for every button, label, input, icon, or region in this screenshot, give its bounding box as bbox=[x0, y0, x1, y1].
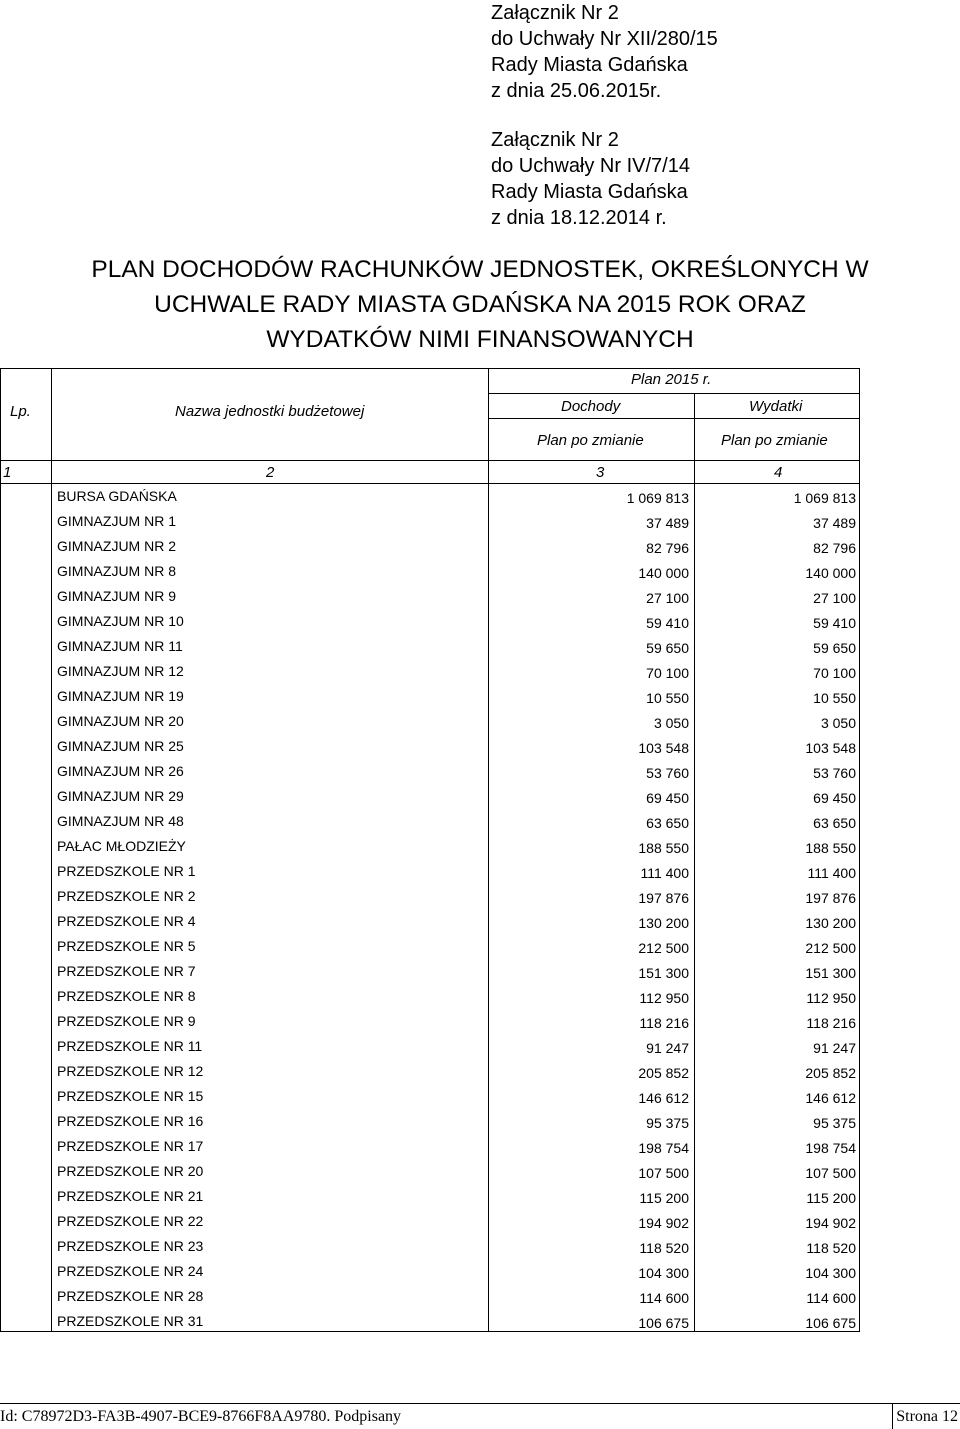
income-value: 111 400 bbox=[640, 865, 689, 881]
income-value: 37 489 bbox=[646, 515, 689, 531]
unit-name: PRZEDSZKOLE NR 2 bbox=[57, 888, 196, 904]
expenses-value: 115 200 bbox=[806, 1190, 856, 1206]
expenses-value: 37 489 bbox=[813, 515, 856, 531]
table-row bbox=[0, 609, 960, 634]
unit-name: PAŁAC MŁODZIEŻY bbox=[57, 838, 186, 854]
header-divider bbox=[0, 460, 860, 461]
table-row bbox=[0, 1084, 960, 1109]
expenses-value: 27 100 bbox=[813, 590, 856, 606]
income-value: 107 500 bbox=[638, 1165, 689, 1181]
income-value: 205 852 bbox=[638, 1065, 689, 1081]
income-value: 212 500 bbox=[638, 940, 689, 956]
header-expenses-sub: Plan po zmianie bbox=[721, 432, 828, 449]
unit-name: GIMNAZJUM NR 1 bbox=[57, 513, 176, 529]
income-value: 70 100 bbox=[646, 665, 689, 681]
income-value: 106 675 bbox=[638, 1315, 689, 1331]
expenses-value: 151 300 bbox=[805, 965, 856, 981]
col-number-3: 3 bbox=[596, 464, 605, 481]
expenses-value: 82 796 bbox=[813, 540, 856, 556]
unit-name: PRZEDSZKOLE NR 28 bbox=[57, 1288, 204, 1304]
income-value: 188 550 bbox=[638, 840, 689, 856]
table-row bbox=[0, 934, 960, 959]
annex-current-block bbox=[491, 0, 718, 104]
expenses-value: 194 902 bbox=[805, 1215, 856, 1231]
unit-name: PRZEDSZKOLE NR 16 bbox=[57, 1113, 204, 1129]
expenses-value: 59 650 bbox=[813, 640, 856, 656]
expenses-value: 114 600 bbox=[806, 1290, 856, 1306]
income-value: 63 650 bbox=[646, 815, 689, 831]
table-row bbox=[0, 1159, 960, 1184]
unit-name: GIMNAZJUM NR 25 bbox=[57, 738, 184, 754]
income-value: 104 300 bbox=[638, 1265, 689, 1281]
expenses-value: 69 450 bbox=[813, 790, 856, 806]
expenses-value: 205 852 bbox=[805, 1065, 856, 1081]
table-row bbox=[0, 1284, 960, 1309]
unit-name: GIMNAZJUM NR 48 bbox=[57, 813, 184, 829]
expenses-value: 63 650 bbox=[813, 815, 856, 831]
expenses-value: 118 216 bbox=[806, 1015, 856, 1031]
table-row bbox=[0, 1059, 960, 1084]
annex-current-line: do Uchwały Nr XII/280/15 bbox=[491, 28, 718, 50]
expenses-value: 103 548 bbox=[805, 740, 856, 756]
table-row bbox=[0, 1009, 960, 1034]
expenses-value: 146 612 bbox=[805, 1090, 856, 1106]
unit-name: GIMNAZJUM NR 8 bbox=[57, 563, 176, 579]
title-line: UCHWALE RADY MIASTA GDAŃSKA NA 2015 ROK ORAZ bbox=[154, 291, 806, 318]
unit-name: PRZEDSZKOLE NR 23 bbox=[57, 1238, 204, 1254]
expenses-value: 91 247 bbox=[813, 1040, 856, 1056]
table-row bbox=[0, 1234, 960, 1259]
income-value: 10 550 bbox=[646, 690, 689, 706]
income-value: 59 650 bbox=[646, 640, 689, 656]
header-plan: Plan 2015 r. bbox=[631, 371, 712, 388]
income-value: 198 754 bbox=[638, 1140, 689, 1156]
annex-current-line: z dnia 25.06.2015r. bbox=[491, 80, 662, 102]
income-value: 82 796 bbox=[646, 540, 689, 556]
table-row bbox=[0, 859, 960, 884]
income-value: 114 600 bbox=[639, 1290, 689, 1306]
table-row bbox=[0, 734, 960, 759]
footer bbox=[0, 1403, 960, 1429]
income-value: 27 100 bbox=[646, 590, 689, 606]
col-number-4: 4 bbox=[774, 464, 783, 481]
unit-name: PRZEDSZKOLE NR 17 bbox=[57, 1138, 204, 1154]
income-value: 140 000 bbox=[638, 565, 689, 581]
header-expenses: Wydatki bbox=[749, 398, 803, 415]
unit-name: GIMNAZJUM NR 19 bbox=[57, 688, 184, 704]
unit-name: PRZEDSZKOLE NR 5 bbox=[57, 938, 196, 954]
expenses-value: 118 520 bbox=[806, 1240, 856, 1256]
unit-name: PRZEDSZKOLE NR 1 bbox=[57, 863, 196, 879]
document-title bbox=[0, 252, 960, 357]
table-row bbox=[0, 884, 960, 909]
table-row bbox=[0, 684, 960, 709]
unit-name: BURSA GDAŃSKA bbox=[57, 488, 177, 504]
expenses-value: 107 500 bbox=[805, 1165, 856, 1181]
expenses-value: 197 876 bbox=[805, 890, 856, 906]
income-value: 118 216 bbox=[639, 1015, 689, 1031]
table-row bbox=[0, 1309, 960, 1334]
unit-name: PRZEDSZKOLE NR 20 bbox=[57, 1163, 204, 1179]
table-row bbox=[0, 1259, 960, 1284]
table-row bbox=[0, 909, 960, 934]
expenses-value: 212 500 bbox=[805, 940, 856, 956]
table-row bbox=[0, 659, 960, 684]
expenses-value: 198 754 bbox=[805, 1140, 856, 1156]
unit-name: GIMNAZJUM NR 26 bbox=[57, 763, 184, 779]
unit-name: PRZEDSZKOLE NR 8 bbox=[57, 988, 196, 1004]
unit-name: PRZEDSZKOLE NR 12 bbox=[57, 1063, 204, 1079]
unit-name: PRZEDSZKOLE NR 15 bbox=[57, 1088, 204, 1104]
table-row bbox=[0, 1134, 960, 1159]
header-lp: Lp. bbox=[10, 403, 31, 420]
income-value: 118 520 bbox=[639, 1240, 689, 1256]
income-value: 103 548 bbox=[638, 740, 689, 756]
unit-name: GIMNAZJUM NR 12 bbox=[57, 663, 184, 679]
table-row bbox=[0, 484, 960, 509]
table-row bbox=[0, 1034, 960, 1059]
unit-name: PRZEDSZKOLE NR 22 bbox=[57, 1213, 204, 1229]
annex-previous-line: Rady Miasta Gdańska bbox=[491, 181, 688, 203]
expenses-value: 112 950 bbox=[806, 990, 856, 1006]
income-value: 53 760 bbox=[646, 765, 689, 781]
header-divider bbox=[488, 418, 860, 419]
page-number: Strona 12 bbox=[896, 1408, 958, 1425]
income-value: 194 902 bbox=[638, 1215, 689, 1231]
annex-current-line: Załącznik Nr 2 bbox=[491, 2, 619, 24]
unit-name: GIMNAZJUM NR 11 bbox=[57, 638, 183, 654]
expenses-value: 59 410 bbox=[813, 615, 856, 631]
header-income-sub: Plan po zmianie bbox=[537, 432, 644, 449]
table-row bbox=[0, 959, 960, 984]
unit-name: PRZEDSZKOLE NR 21 bbox=[57, 1188, 204, 1204]
unit-name: GIMNAZJUM NR 20 bbox=[57, 713, 184, 729]
income-value: 151 300 bbox=[638, 965, 689, 981]
expenses-value: 130 200 bbox=[805, 915, 856, 931]
expenses-value: 1 069 813 bbox=[793, 490, 856, 506]
unit-name: PRZEDSZKOLE NR 24 bbox=[57, 1263, 204, 1279]
table-row bbox=[0, 809, 960, 834]
income-value: 112 950 bbox=[639, 990, 689, 1006]
income-value: 69 450 bbox=[646, 790, 689, 806]
table-row bbox=[0, 709, 960, 734]
income-value: 115 200 bbox=[639, 1190, 689, 1206]
unit-name: PRZEDSZKOLE NR 4 bbox=[57, 913, 196, 929]
income-value: 3 050 bbox=[653, 715, 689, 731]
unit-name: PRZEDSZKOLE NR 31 bbox=[57, 1313, 204, 1329]
table-row bbox=[0, 1209, 960, 1234]
expenses-value: 10 550 bbox=[813, 690, 856, 706]
expenses-value: 140 000 bbox=[805, 565, 856, 581]
table-row bbox=[0, 984, 960, 1009]
unit-name: GIMNAZJUM NR 9 bbox=[57, 588, 176, 604]
document-id: Id: C78972D3-FA3B-4907-BCE9-8766F8AA9780. Podpisany bbox=[0, 1408, 402, 1425]
expenses-value: 3 050 bbox=[820, 715, 856, 731]
annex-previous-line: do Uchwały Nr IV/7/14 bbox=[491, 155, 690, 177]
title-line: WYDATKÓW NIMI FINANSOWANYCH bbox=[266, 326, 694, 353]
income-value: 146 612 bbox=[638, 1090, 689, 1106]
header-income: Dochody bbox=[561, 398, 621, 415]
unit-name: GIMNAZJUM NR 10 bbox=[57, 613, 184, 629]
unit-name: PRZEDSZKOLE NR 9 bbox=[57, 1013, 196, 1029]
income-value: 130 200 bbox=[638, 915, 689, 931]
annex-previous-line: z dnia 18.12.2014 r. bbox=[491, 207, 667, 229]
col-number-2: 2 bbox=[266, 464, 275, 481]
unit-name: PRZEDSZKOLE NR 7 bbox=[57, 963, 196, 979]
annex-previous-line: Załącznik Nr 2 bbox=[491, 129, 619, 151]
expenses-value: 188 550 bbox=[805, 840, 856, 856]
table-row bbox=[0, 1109, 960, 1134]
income-value: 1 069 813 bbox=[626, 490, 689, 506]
income-value: 197 876 bbox=[638, 890, 689, 906]
table-row bbox=[0, 559, 960, 584]
unit-name: GIMNAZJUM NR 29 bbox=[57, 788, 184, 804]
title-line: PLAN DOCHODÓW RACHUNKÓW JEDNOSTEK, OKREŚLONYCH W bbox=[91, 256, 869, 283]
header-divider bbox=[488, 393, 860, 394]
table-row bbox=[0, 759, 960, 784]
col-number-1: 1 bbox=[3, 464, 12, 481]
table-row bbox=[0, 534, 960, 559]
annex-current-line: Rady Miasta Gdańska bbox=[491, 54, 688, 76]
table-row bbox=[0, 1184, 960, 1209]
footer-divider bbox=[892, 1404, 893, 1429]
unit-name: PRZEDSZKOLE NR 11 bbox=[57, 1038, 203, 1054]
expenses-value: 70 100 bbox=[813, 665, 856, 681]
unit-name: GIMNAZJUM NR 2 bbox=[57, 538, 176, 554]
expenses-value: 106 675 bbox=[805, 1315, 856, 1331]
expenses-value: 53 760 bbox=[813, 765, 856, 781]
income-value: 91 247 bbox=[646, 1040, 689, 1056]
table-row bbox=[0, 634, 960, 659]
expenses-value: 104 300 bbox=[805, 1265, 856, 1281]
header-name: Nazwa jednostki budżetowej bbox=[175, 403, 365, 420]
annex-previous-block bbox=[491, 127, 690, 231]
expenses-value: 95 375 bbox=[813, 1115, 856, 1131]
table-row bbox=[0, 584, 960, 609]
expenses-value: 111 400 bbox=[807, 865, 856, 881]
table-row bbox=[0, 834, 960, 859]
table-row bbox=[0, 509, 960, 534]
table-row bbox=[0, 784, 960, 809]
income-value: 59 410 bbox=[646, 615, 689, 631]
income-value: 95 375 bbox=[646, 1115, 689, 1131]
